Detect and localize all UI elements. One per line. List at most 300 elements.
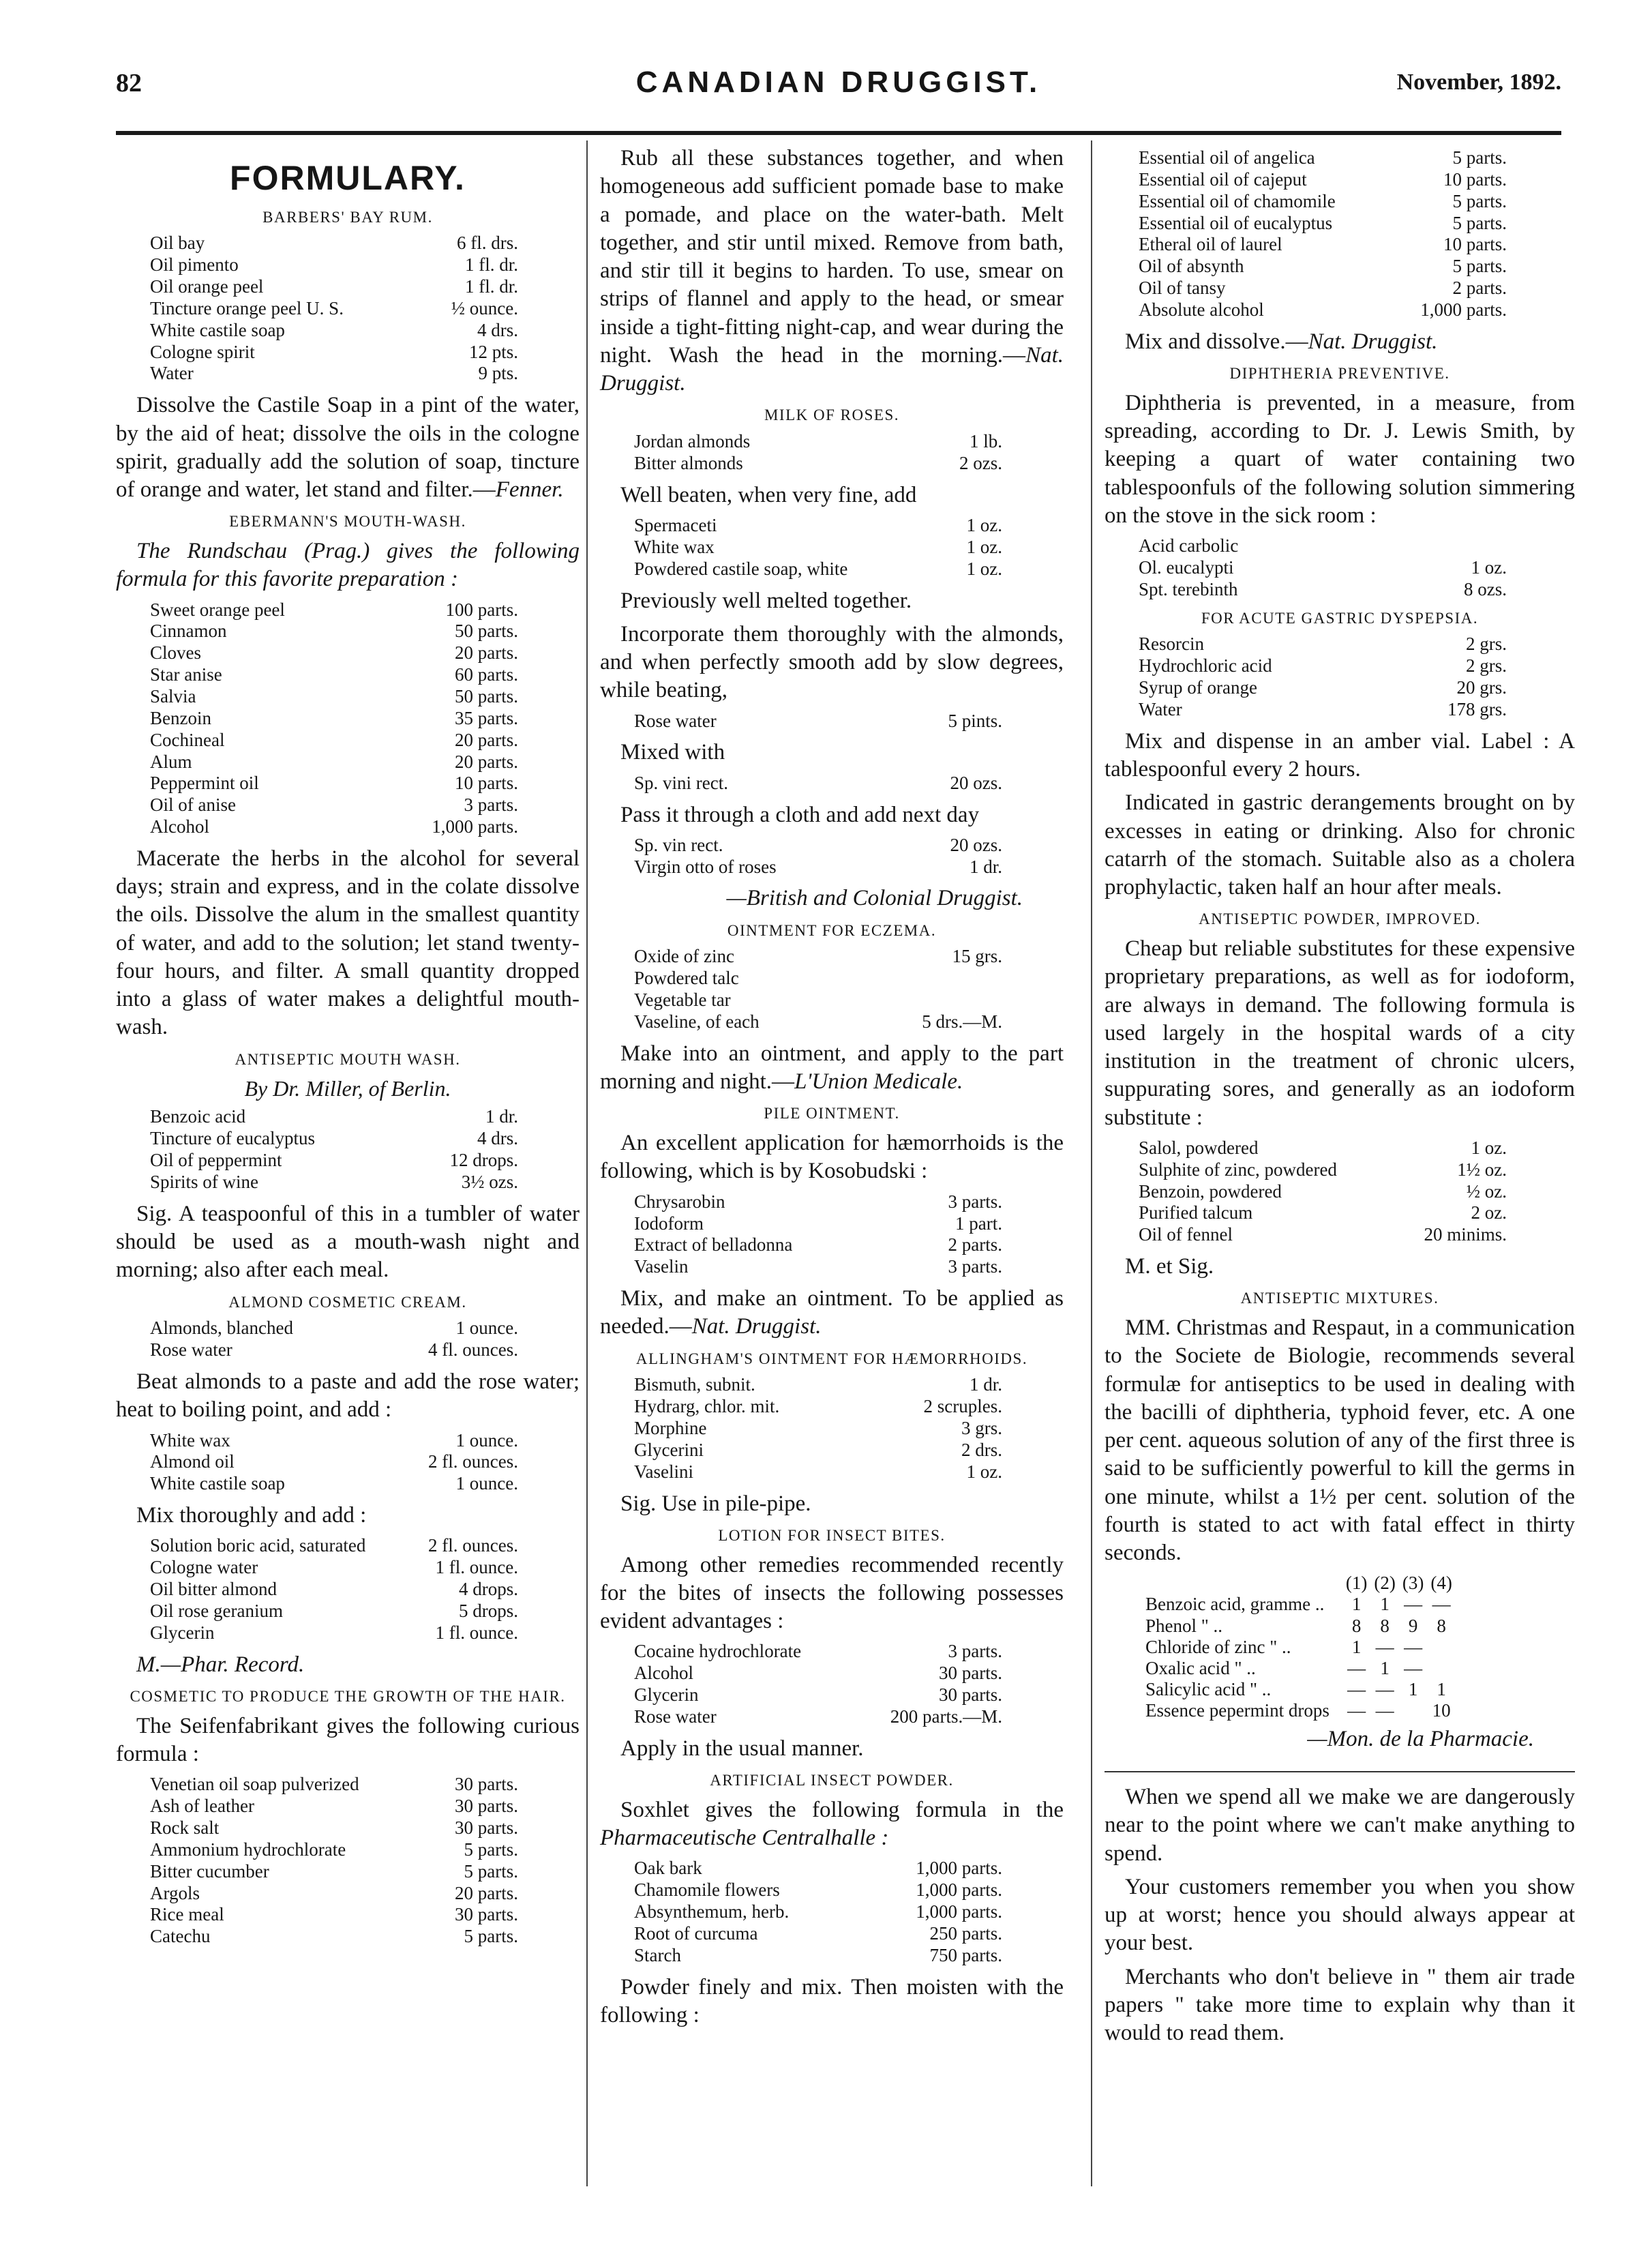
column-divider [1091, 140, 1092, 2186]
recipe-heading: FOR ACUTE GASTRIC DYSPEPSIA. [1201, 609, 1479, 627]
recipe-text: Sig. Use in pile-pipe. [620, 1491, 811, 1516]
table-cell: 1 [1437, 1678, 1446, 1699]
recipe-heading: PILE OINTMENT. [764, 1105, 900, 1122]
ingredient-name: Oxide of zinc [634, 946, 734, 967]
table-cell [1430, 1637, 1458, 1658]
ingredient-quantity: 30 parts. [939, 1684, 1002, 1706]
ingredient-name: Spirits of wine [150, 1172, 258, 1193]
ingredient-name: Spt. terebinth [1139, 578, 1238, 599]
ingredient-name: Glycerin [150, 1622, 215, 1643]
ingredient-quantity: 5 parts. [464, 1926, 518, 1947]
table-cell-name: Essence pepermint drops [1145, 1699, 1330, 1721]
recipe-heading: OINTMENT FOR ECZEMA. [727, 921, 937, 939]
ingredient-row [634, 1256, 1002, 1278]
ingredient-list [150, 1535, 580, 1644]
ingredient-name: White castile soap [150, 1473, 285, 1494]
recipe-text: Diphtheria is prevented, in a measure, from spreading, according to Dr. J. Lewis Smith, by keeping a quart of water containing two tablespoonfuls of the following solution simmering on the stove in the sick room : [1105, 390, 1575, 528]
ingredient-quantity: 4 fl. ounces. [428, 1339, 518, 1361]
ingredient-name: Absolute alcohol [1139, 299, 1264, 321]
ingredient-row [634, 537, 1002, 559]
ingredient-list [1139, 1138, 1575, 1246]
source-citation: M.—Phar. Record. [136, 1652, 305, 1677]
ingredient-row [150, 254, 518, 276]
ingredient-name: Alcohol [150, 816, 209, 837]
ingredient-quantity: 30 parts. [455, 1904, 518, 1925]
ingredient-name: Bitter almonds [634, 452, 743, 473]
ingredient-quantity: 35 parts. [455, 707, 518, 728]
ingredient-name: Oil bitter almond [150, 1579, 277, 1600]
source-citation: —British and Colonial Druggist. [726, 886, 1023, 911]
ingredient-row [634, 835, 1002, 857]
ingredient-row [634, 1213, 1002, 1235]
ingredient-quantity: 5 pints. [948, 710, 1002, 731]
ingredient-name: Acid carbolic [1139, 535, 1239, 556]
ingredient-quantity: 250 parts. [929, 1922, 1002, 1944]
table-cell: — [1347, 1678, 1366, 1699]
ingredient-name: Sweet orange peel [150, 599, 285, 620]
ingredient-list [634, 1374, 1064, 1483]
source-citation: L'Union Medicale. [794, 1069, 963, 1095]
ingredient-row [634, 968, 1002, 990]
ingredient-row [634, 773, 1002, 794]
ingredient-name: Cologne spirit [150, 341, 255, 362]
ingredient-name: Sp. vin rect. [634, 834, 723, 855]
table-row [1145, 1700, 1459, 1721]
table-cell: 1 [1408, 1678, 1418, 1699]
ingredient-row [1139, 1138, 1507, 1159]
ingredient-name: Essential oil of angelica [1139, 147, 1315, 168]
recipe-text: Mix and dissolve.—Nat. Druggist. [1125, 329, 1438, 354]
ingredient-name: Glycerini [634, 1439, 704, 1460]
ingredient-quantity: 1 ounce. [455, 1429, 518, 1451]
recipe-text: Pass it through a cloth and add next day [620, 802, 980, 827]
ingredient-quantity: 2 scruples. [923, 1396, 1002, 1417]
recipe-byline: By Dr. Miller, of Berlin. [244, 1076, 451, 1101]
ingredient-name: Cinnamon [150, 621, 227, 642]
ingredient-row [1139, 213, 1507, 235]
ingredient-quantity: ½ ounce. [451, 297, 518, 318]
ingredient-row [150, 1883, 518, 1905]
ingredient-name: Oil of fennel [1139, 1224, 1233, 1245]
table-cell: 10 [1432, 1699, 1451, 1721]
ingredient-row [634, 1879, 1002, 1901]
ingredient-quantity: 4 drops. [459, 1579, 518, 1600]
antiseptic-mixtures-table [1145, 1573, 1459, 1721]
ingredient-list [150, 1774, 580, 1948]
ingredient-quantity: 1 part. [955, 1213, 1002, 1234]
ingredient-row [634, 515, 1002, 537]
ingredient-name: Oil orange peel [150, 276, 264, 297]
recipe-text: Well beaten, when very fine, add [620, 482, 917, 507]
ingredient-row [1139, 535, 1507, 557]
table-cell-name: Oxalic acid " .. [1145, 1657, 1256, 1678]
ingredient-row [1139, 299, 1507, 321]
ingredient-quantity: 30 parts. [455, 1796, 518, 1817]
ingredient-quantity: 10 parts. [1443, 234, 1507, 255]
ingredient-quantity: 4 drs. [477, 319, 518, 340]
ingredient-row [150, 1106, 518, 1128]
ingredient-row [634, 1011, 1002, 1033]
ingredient-quantity: 1 oz. [966, 558, 1002, 579]
table-cell: — [1375, 1699, 1394, 1721]
ingredient-row [150, 1172, 518, 1193]
ingredient-quantity: 100 parts. [445, 599, 518, 620]
ingredient-quantity: 1½ oz. [1457, 1159, 1507, 1180]
ingredient-row [150, 1339, 518, 1361]
ingredient-quantity: 3½ ozs. [461, 1172, 518, 1193]
ingredient-row [150, 708, 518, 730]
recipe-text: MM. Christmas and Respaut, in a communication to the Societe de Biologie, recommends several formulæ for antiseptics to be used in dealing with the bacilli of diphtheria, typhoid fever, etc. A one per cent. aqueous solution of any of the first three is said to be sufficiently powerful to kill the germs in one minute, whilst a 1½ per cent. solution of the fourth is stated to act with fatal effect in thirty seconds. [1105, 1315, 1575, 1566]
ingredient-quantity: 1 fl. ounce. [435, 1622, 518, 1643]
ingredient-row [150, 621, 518, 642]
column-header: (1) [1345, 1573, 1368, 1594]
ingredient-list [634, 711, 1064, 732]
recipe-text: Sig. A teaspoonful of this in a tumbler of water should be used as a mouth-wash night and morning; also after each meal. [116, 1201, 580, 1283]
table-cell: — [1432, 1594, 1451, 1615]
table-cell-name: Benzoic acid, gramme .. [1145, 1594, 1325, 1615]
table-cell: — [1404, 1636, 1423, 1657]
ingredient-quantity: 3 parts. [948, 1191, 1002, 1212]
table-cell: — [1404, 1594, 1423, 1615]
source-citation: Nat. Druggist. [691, 1314, 822, 1339]
ingredient-name: Starch [634, 1944, 681, 1965]
ingredient-quantity: 6 fl. drs. [457, 233, 518, 254]
ingredient-row [634, 559, 1002, 580]
ingredient-row [150, 1796, 518, 1817]
ingredient-quantity: 3 parts. [948, 1256, 1002, 1277]
ingredient-row [150, 1557, 518, 1579]
ingredient-quantity: 1,000 parts. [916, 1858, 1002, 1879]
ingredient-name: Almond oil [150, 1451, 235, 1472]
recipe-heading: ARTIFICIAL INSECT POWDER. [710, 1772, 954, 1789]
closing-paragraph: When we spend all we make we are dangerously near to the point where we can't make anything to spend. [1105, 1785, 1575, 1866]
ingredient-quantity: 1 fl. ounce. [435, 1557, 518, 1578]
ingredient-name: Water [1139, 699, 1182, 720]
ingredient-list [150, 233, 580, 385]
ingredient-quantity: 12 drops. [449, 1150, 518, 1171]
table-row [1145, 1679, 1459, 1700]
ingredient-row [634, 1440, 1002, 1461]
recipe-heading: COSMETIC TO PRODUCE THE GROWTH OF THE HAIR. [130, 1688, 566, 1705]
ingredient-list [634, 515, 1064, 580]
table-cell: 1 [1351, 1594, 1362, 1615]
table-cell: 8 [1437, 1615, 1446, 1636]
ingredient-name: Oil of anise [150, 794, 236, 816]
ingredient-name: Vaselin [634, 1256, 689, 1277]
ingredient-name: Morphine [634, 1418, 707, 1439]
ingredient-row [1139, 557, 1507, 579]
ingredient-quantity: 20 grs. [1456, 677, 1507, 698]
ingredient-name: Powdered castile soap, white [634, 558, 848, 579]
recipe-text: Dissolve the Castile Soap in a pint of the water, by the aid of heat; dissolve the oils in the cologne spirit, gradually add the solution of soap, tincture of orange and water, let stand and filter.—Fenner. [116, 393, 580, 503]
table-row [1145, 1594, 1459, 1615]
ingredient-quantity: 2 fl. ounces. [428, 1535, 518, 1556]
table-cell: 1 [1380, 1657, 1390, 1678]
column-header: (3) [1402, 1573, 1424, 1594]
ingredient-name: Oil of absynth [1139, 256, 1244, 277]
ingredient-name: Star anise [150, 664, 222, 685]
ingredient-row [1139, 147, 1507, 169]
ingredient-row [150, 1128, 518, 1150]
table-cell [1430, 1658, 1458, 1679]
ingredient-list [1139, 147, 1575, 321]
ingredient-name: Cocaine hydrochlorate [634, 1641, 802, 1662]
ingredient-quantity: 5 parts. [1452, 190, 1507, 211]
ingredient-list [634, 1191, 1064, 1278]
ingredient-name: Extract of belladonna [634, 1234, 793, 1255]
ingredient-quantity: ½ oz. [1466, 1180, 1507, 1202]
ingredient-row [1139, 677, 1507, 699]
ingredient-row [634, 1663, 1002, 1684]
ingredient-row [150, 642, 518, 664]
table-cell: 8 [1380, 1615, 1390, 1636]
recipe-intro: Soxhlet gives the following formula in the Pharmaceutische Centralhalle : [600, 1797, 1064, 1851]
ingredient-row [150, 342, 518, 363]
ingredient-row [634, 1374, 1002, 1396]
ingredient-quantity: 10 parts. [455, 773, 518, 794]
ingredient-quantity: 2 grs. [1466, 655, 1507, 676]
recipe-intro: Among other remedies recommended recently for the bites of insects the following possesses evident advantages : [600, 1552, 1064, 1634]
ingredient-row [634, 431, 1002, 453]
ingredient-row [150, 1601, 518, 1622]
ingredient-name: Rock salt [150, 1817, 220, 1838]
ingredient-quantity: 50 parts. [455, 685, 518, 707]
ingredient-name: Tincture orange peel U. S. [150, 297, 344, 318]
ingredient-row [150, 276, 518, 298]
ingredient-name: Almonds, blanched [150, 1318, 293, 1339]
recipe-text: Make into an ointment, and apply to the part morning and night.—L'Union Medicale. [600, 1041, 1064, 1095]
ingredient-name: Ol. eucalypti [1139, 556, 1234, 578]
ingredient-row [150, 320, 518, 342]
recipe-intro: The Rundschau (Prag.) gives the following formula for this favorite preparation : [116, 539, 580, 592]
ingredient-row [634, 1396, 1002, 1418]
ingredient-row [1139, 1202, 1507, 1224]
ingredient-name: Bitter cucumber [150, 1860, 269, 1882]
ingredient-quantity: 2 grs. [1466, 634, 1507, 655]
ingredient-list [150, 1430, 580, 1496]
ingredient-quantity: 20 ozs. [950, 834, 1002, 855]
ingredient-list [1139, 535, 1575, 601]
ingredient-name: Chamomile flowers [634, 1879, 780, 1901]
table-cell: 1 [1380, 1594, 1390, 1615]
ingredient-row [150, 1430, 518, 1452]
ingredient-list [634, 773, 1064, 794]
ingredient-name: Tincture of eucalyptus [150, 1128, 315, 1149]
ingredient-quantity: 1,000 parts. [432, 816, 518, 837]
ingredient-name: Essential oil of cajeput [1139, 168, 1307, 190]
ingredient-quantity: 1 oz. [966, 536, 1002, 557]
recipe-text: Beat almonds to a paste and add the rose water; heat to boiling point, and add : [116, 1369, 580, 1423]
ingredient-quantity: 1,000 parts. [916, 1879, 1002, 1901]
recipe-text: Apply in the usual manner. [620, 1736, 864, 1761]
ingredient-quantity: 1 ounce. [455, 1318, 518, 1339]
ingredient-quantity: 30 parts. [455, 1774, 518, 1795]
source-citation: Nat. Druggist. [1308, 329, 1438, 354]
ingredient-row [634, 711, 1002, 732]
ingredient-name: Benzoin [150, 707, 211, 728]
recipe-text: Indicated in gastric derangements brought on by excesses in eating or drinking. Also for chronic catarrh of the stomach. Suitable also as a cholera prophylactic, taken half an hour after meals. [1105, 790, 1575, 900]
header-rule [116, 131, 1561, 135]
table-cell-name: Salicylic acid " .. [1145, 1678, 1272, 1699]
ingredient-name: Salol, powdered [1139, 1137, 1259, 1158]
table-cell: 9 [1408, 1615, 1418, 1636]
ingredient-quantity: 60 parts. [455, 664, 518, 685]
ingredient-quantity: 1 fl. dr. [465, 276, 518, 297]
ingredient-row [150, 1817, 518, 1839]
recipe-heading: ALLINGHAM'S OINTMENT FOR HÆMORRHOIDS. [635, 1350, 1028, 1367]
recipe-text: Previously well melted together. [620, 588, 912, 613]
ingredient-quantity: 3 grs. [961, 1418, 1002, 1439]
ingredient-quantity: 50 parts. [455, 621, 518, 642]
ingredient-quantity: 20 parts. [455, 1882, 518, 1903]
ingredient-row [150, 730, 518, 752]
ingredient-quantity: 1 oz. [966, 514, 1002, 535]
table-header-row [1145, 1573, 1459, 1594]
column-header: (4) [1430, 1573, 1452, 1594]
ingredient-name: Oil bay [150, 233, 205, 254]
ingredient-name: Catechu [150, 1926, 211, 1947]
ingredient-list [634, 1641, 1064, 1727]
ingredient-name: Oil of peppermint [150, 1150, 282, 1171]
ingredient-name: Ash of leather [150, 1796, 254, 1817]
ingredient-quantity: 2 fl. ounces. [428, 1451, 518, 1472]
ingredient-row [1139, 256, 1507, 278]
ingredient-quantity: 8 ozs. [1464, 578, 1507, 599]
recipe-text: Powder finely and mix. Then moisten with the following : [600, 1974, 1064, 2027]
ingredient-name: Cochineal [150, 729, 225, 750]
table-cell: 8 [1351, 1615, 1362, 1636]
ingredient-name: Rose water [634, 710, 717, 731]
ingredient-quantity: 1 oz. [1471, 1137, 1507, 1158]
ingredient-row [150, 1861, 518, 1883]
table-cell: — [1375, 1678, 1394, 1699]
recipe-text: Incorporate them thoroughly with the almonds, and when perfectly smooth add by slow degrees, while beating, [600, 621, 1064, 703]
source-citation: —Mon. de la Pharmacie. [1307, 1726, 1534, 1751]
table-cell-name: Chloride of zinc " .. [1145, 1636, 1291, 1657]
divider [1105, 1771, 1575, 1772]
ingredient-row [150, 1774, 518, 1796]
ingredient-name: Oil rose geranium [150, 1601, 283, 1622]
ingredient-name: Spermaceti [634, 514, 717, 535]
ingredient-row [634, 1684, 1002, 1706]
closing-paragraph: Your customers remember you when you show up at worst; hence you should always appear at your best. [1105, 1874, 1575, 1956]
ingredient-quantity: 2 ozs. [959, 452, 1002, 473]
column-header: (2) [1374, 1573, 1396, 1594]
ingredient-row [150, 1150, 518, 1172]
ingredient-row [634, 1191, 1002, 1213]
table-cell-name: Phenol " .. [1145, 1615, 1223, 1636]
ingredient-row [150, 298, 518, 320]
ingredient-row [150, 1535, 518, 1557]
recipe-text: Mixed with [620, 740, 725, 765]
ingredient-quantity: 5 parts. [1452, 147, 1507, 168]
closing-paragraph: Merchants who don't believe in " them air trade papers " take more time to explain why than it would to read them. [1105, 1964, 1575, 2046]
ingredient-quantity: 5 drs.—M. [922, 1011, 1002, 1032]
table-cell [1402, 1700, 1430, 1721]
ingredient-name: Essential oil of chamomile [1139, 190, 1336, 211]
recipe-intro: An excellent application for hæmorrhoids is the following, which is by Kosobudski : [600, 1131, 1064, 1184]
ingredient-quantity: 1 dr. [969, 856, 1002, 877]
ingredient-name: Peppermint oil [150, 773, 259, 794]
recipe-heading: ANTISEPTIC MOUTH WASH. [235, 1050, 461, 1068]
ingredient-quantity: 5 parts. [1452, 212, 1507, 233]
ingredient-name: Syrup of orange [1139, 677, 1257, 698]
ingredient-name: Cologne water [150, 1557, 258, 1578]
ingredient-row [1139, 655, 1507, 677]
ingredient-row [150, 363, 518, 385]
ingredient-quantity: 5 parts. [464, 1839, 518, 1860]
ingredient-name: Sp. vini rect. [634, 772, 728, 793]
ingredient-name: Alum [150, 751, 192, 772]
ingredient-quantity: 20 parts. [455, 751, 518, 772]
ingredient-quantity: 10 parts. [1443, 168, 1507, 190]
ingredient-row [1139, 699, 1507, 721]
ingredient-name: Benzoin, powdered [1139, 1180, 1282, 1202]
table-cell: — [1404, 1657, 1423, 1678]
ingredient-row [634, 1461, 1002, 1483]
ingredient-quantity: 1 oz. [966, 1461, 1002, 1482]
ingredient-name: Sulphite of zinc, powdered [1139, 1159, 1337, 1180]
recipe-heading: BARBERS' BAY RUM. [262, 208, 433, 226]
ingredient-name: Glycerin [634, 1684, 699, 1706]
ingredient-row [150, 1904, 518, 1926]
ingredient-quantity: 30 parts. [939, 1663, 1002, 1684]
ingredient-row [634, 1923, 1002, 1945]
column-3 [1105, 145, 1575, 2053]
ingredient-quantity: 5 parts. [464, 1860, 518, 1882]
ingredient-quantity: 2 drs. [961, 1439, 1002, 1460]
page-number: 82 [116, 69, 142, 98]
ingredient-name: Rice meal [150, 1904, 224, 1925]
ingredient-name: Oil of tansy [1139, 278, 1226, 299]
ingredient-name: Vaselini [634, 1461, 693, 1482]
recipe-text: Cheap but reliable substitutes for these expensive proprietary preparations, as well as for iodoform, are always in demand. The following formula is used largely in the hospital wards of a city institution in the treatment of chronic ulcers, suppurating sores, and generally as an iodoform substitute : [1105, 936, 1575, 1130]
ingredient-row [634, 1234, 1002, 1256]
ingredient-row [150, 752, 518, 773]
ingredient-quantity: 1 ounce. [455, 1473, 518, 1494]
recipe-text: M. et Sig. [1125, 1254, 1214, 1279]
ingredient-list [634, 946, 1064, 1032]
ingredient-name: Ammonium hydrochlorate [150, 1839, 346, 1860]
ingredient-name: Chrysarobin [634, 1191, 725, 1212]
column-2 [600, 145, 1064, 2035]
ingredient-quantity: 1 dr. [485, 1106, 518, 1127]
ingredient-row [150, 599, 518, 621]
ingredient-name: Iodoform [634, 1213, 704, 1234]
ingredient-name: Jordan almonds [634, 431, 751, 451]
ingredient-quantity: 3 parts. [948, 1641, 1002, 1662]
table-cell: — [1347, 1657, 1366, 1678]
ingredient-quantity: 2 oz. [1471, 1202, 1507, 1223]
recipe-heading: ANTISEPTIC POWDER, IMPROVED. [1199, 910, 1481, 928]
recipe-intro: The Seifenfabrikant gives the following curious formula : [116, 1713, 580, 1766]
table-row [1145, 1658, 1459, 1679]
ingredient-quantity: 15 grs. [952, 946, 1002, 967]
recipe-heading: DIPHTHERIA PREVENTIVE. [1229, 365, 1450, 383]
ingredient-row [150, 1926, 518, 1948]
recipe-text: Macerate the herbs in the alcohol for several days; strain and express, and in the colate dissolve the oils. Dissolve the alum in the smallest quantity of water, and add to the solution; let stand twenty-four hours, and filter. A small quantity dropped into a glass of water makes a delightful mouth-wash. [116, 846, 580, 1040]
ingredient-row [150, 1473, 518, 1495]
ingredient-quantity: 2 parts. [948, 1234, 1002, 1255]
ingredient-list [150, 1318, 580, 1361]
ingredient-row [1139, 579, 1507, 601]
ingredient-row [150, 1622, 518, 1644]
table-row [1145, 1637, 1459, 1658]
ingredient-quantity: 1,000 parts. [1420, 299, 1507, 321]
recipe-text: Mix thoroughly and add : [136, 1503, 367, 1528]
table-cell: — [1347, 1699, 1366, 1721]
ingredient-row [1139, 634, 1507, 655]
